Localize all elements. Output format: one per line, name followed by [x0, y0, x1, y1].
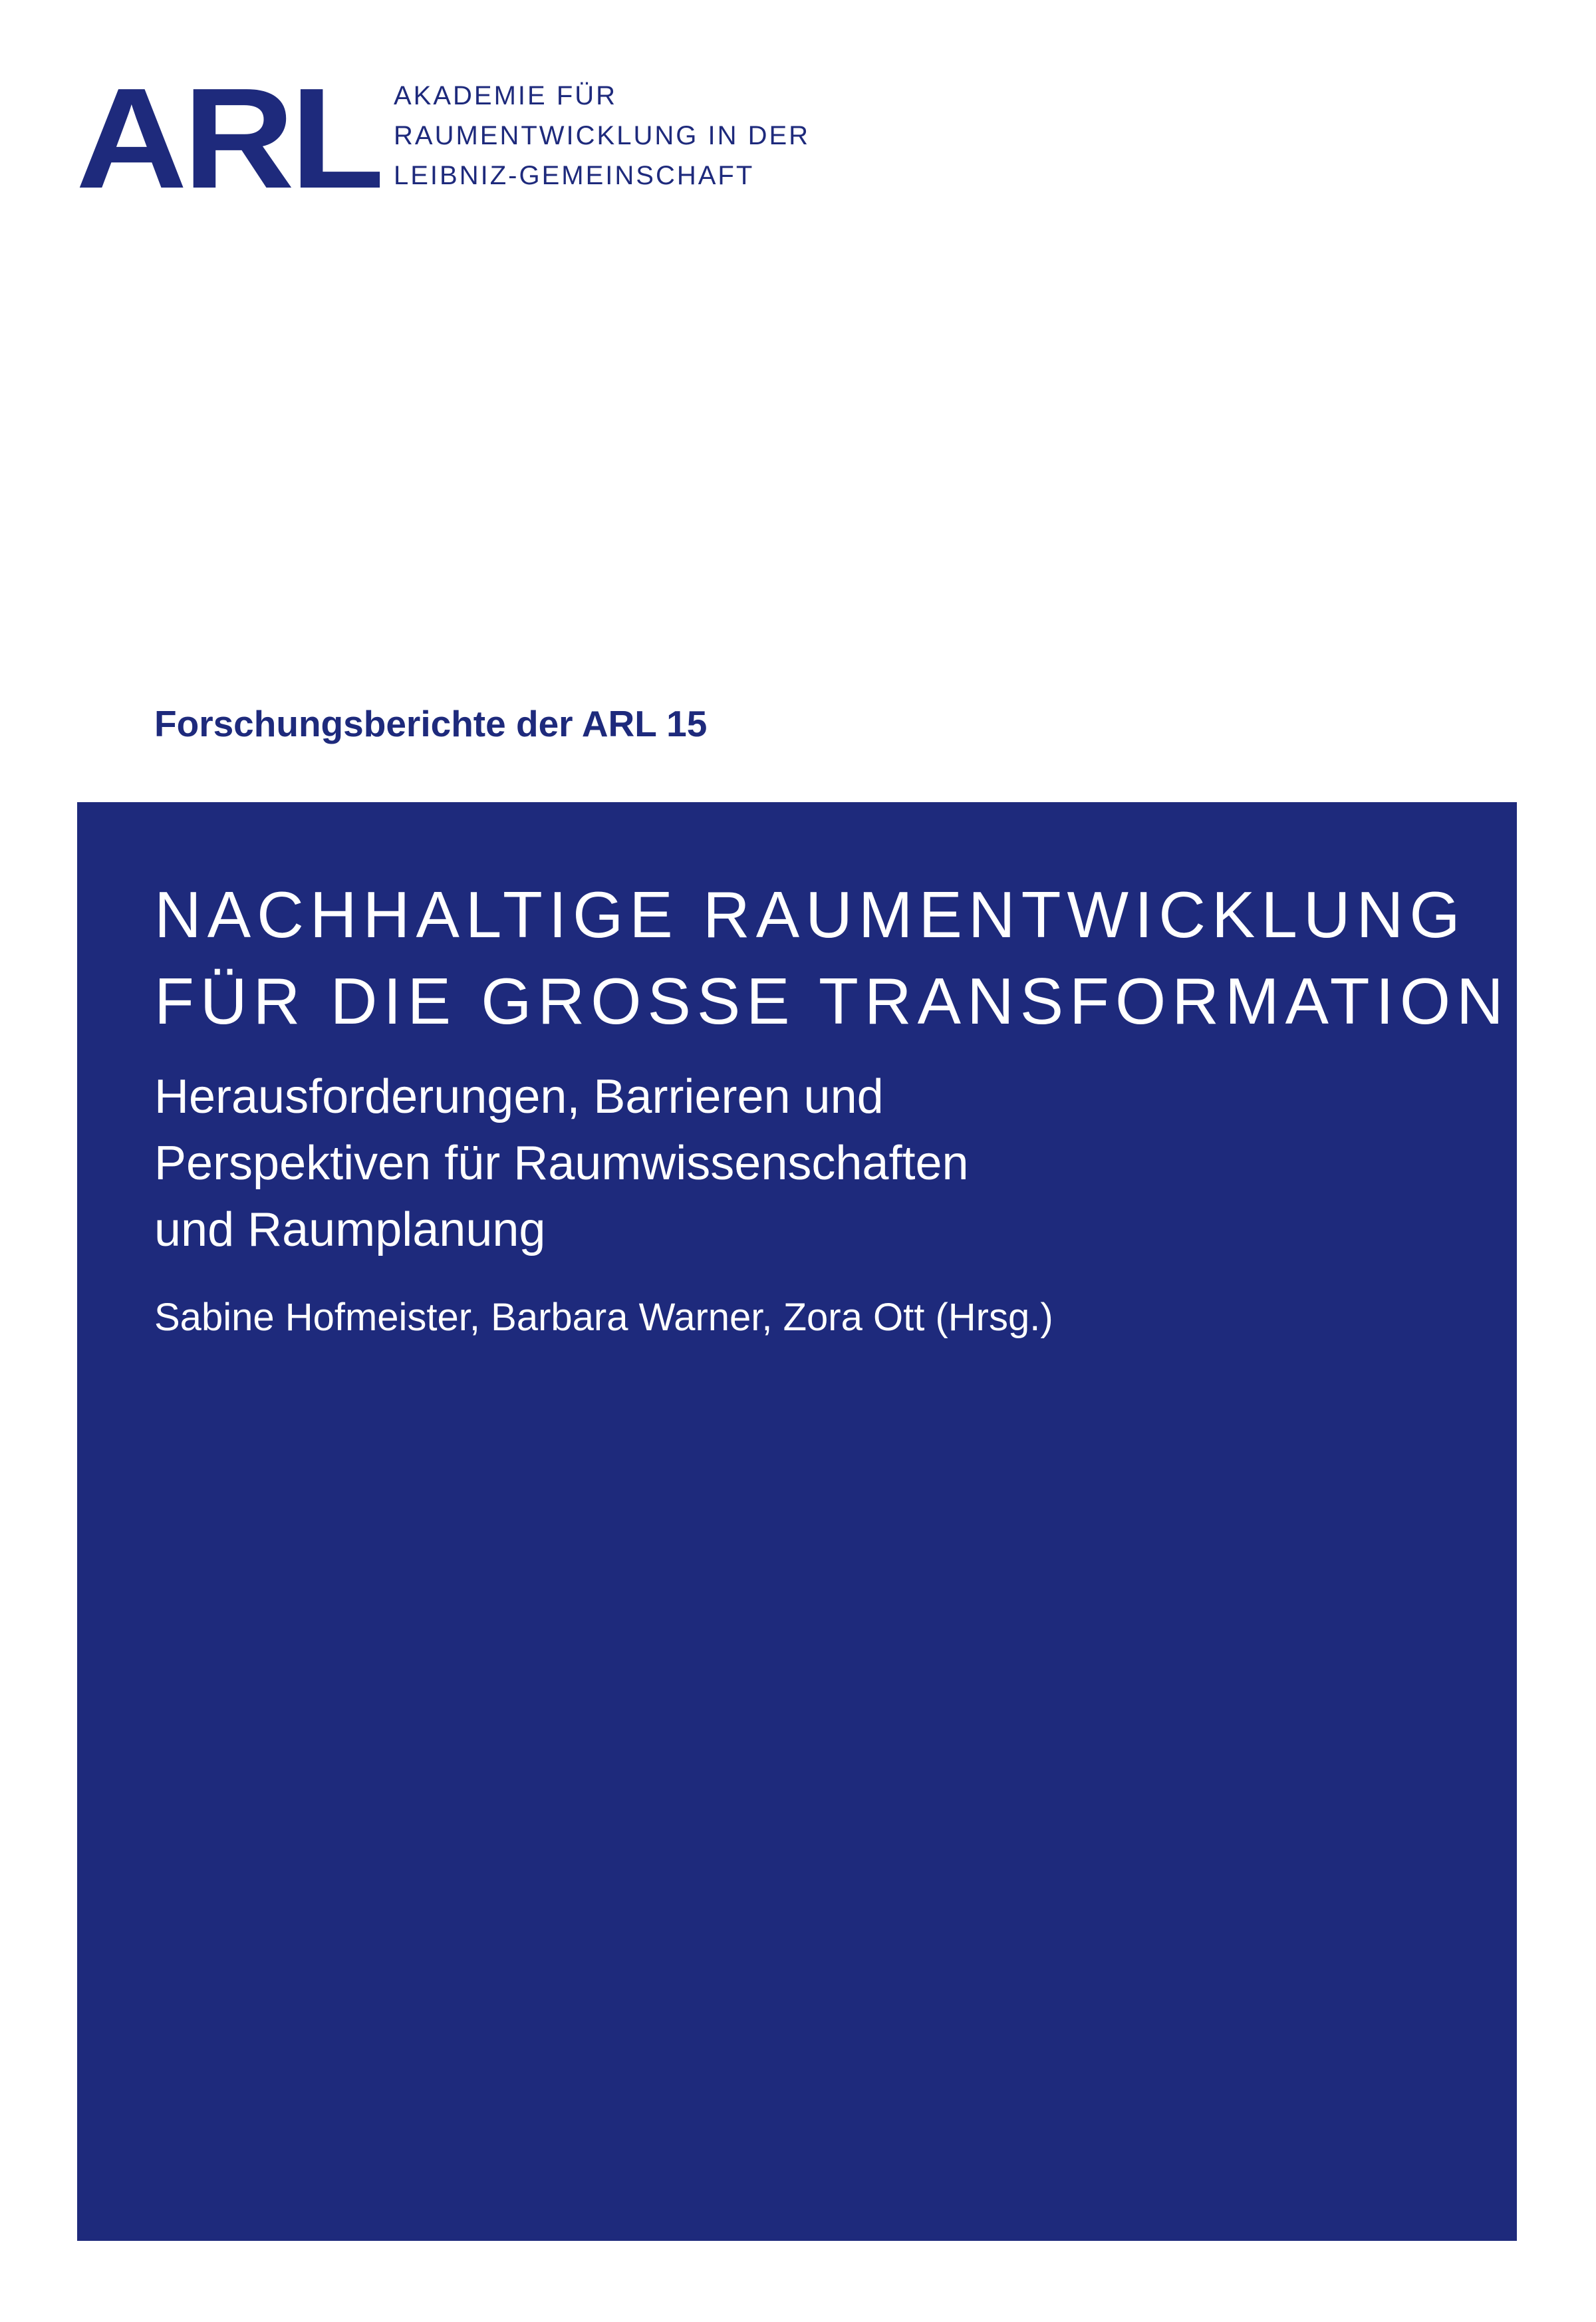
series-title: Forschungsberichte der ARL 15: [154, 703, 708, 744]
subtitle-line-3: und Raumplanung: [154, 1203, 546, 1256]
cover-panel: [77, 802, 1517, 2241]
subtitle-line-1: Herausforderungen, Barrieren und: [154, 1070, 884, 1123]
book-title: [154, 871, 1510, 1044]
logo-line-2: RAUMENTWICKLUNG IN DER: [394, 121, 811, 150]
title-line-2: FÜR DIE GROSSE TRANSFORMATION: [154, 964, 1510, 1038]
logo-line-3: LEIBNIZ-GEMEINSCHAFT: [394, 161, 755, 190]
title-line-1: NACHHALTIGE RAUMENTWICKLUNG: [154, 878, 1466, 951]
logo-line-1: AKADEMIE FÜR: [394, 81, 618, 110]
editors: Sabine Hofmeister, Barbara Warner, Zora Ott (Hrsg.): [154, 1296, 1053, 1339]
subtitle-line-2: Perspektiven für Raumwissenschaften: [154, 1137, 969, 1190]
book-subtitle: [154, 1064, 969, 1263]
logo-mark: ARL: [76, 58, 380, 218]
arl-logo: [76, 58, 811, 218]
logo-institution-text: [394, 76, 810, 196]
